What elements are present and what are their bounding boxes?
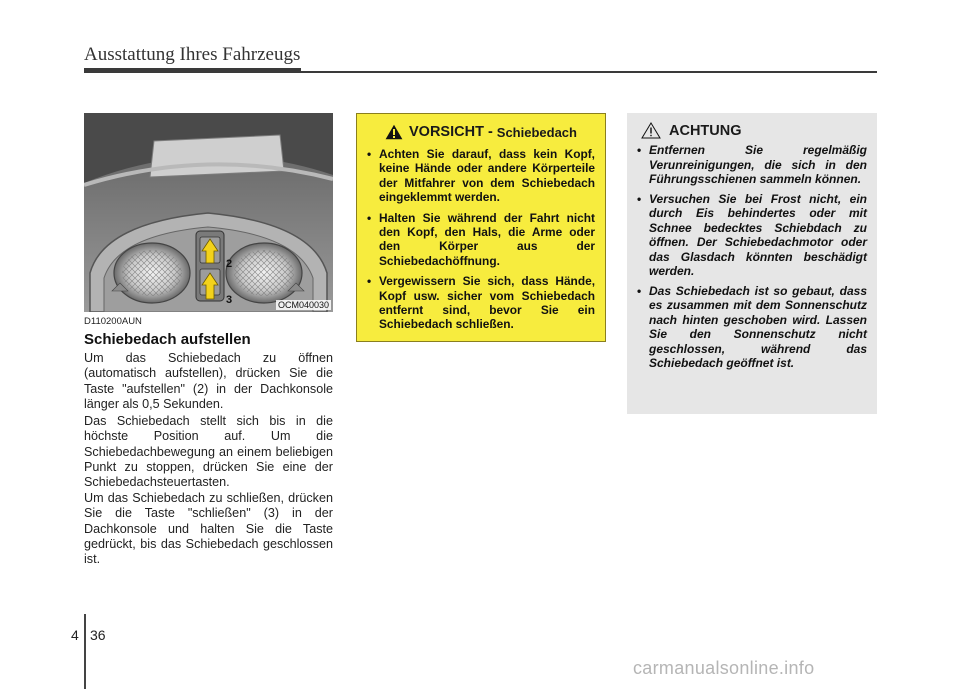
console-illustration	[84, 113, 333, 312]
body-paragraph: Das Schiebedach stellt sich bis in die höchste Position auf. Um die Schiebedachbewegung an einem beliebigen Punkt zu stoppen, drücken Sie eine der Schiebedachsteuertasten.	[84, 414, 333, 490]
watermark: carmanualsonline.info	[633, 658, 815, 678]
warning-item: • Halten Sie während der Fahrt nicht den Kopf, den Hals, die Arme oder den Körper aus der Schiebedachöffnung.	[367, 211, 595, 269]
warning-item: • Vergewissern Sie sich, dass Hände, Kopf usw. sicher vom Schiebedach entfernt sind, bevor Sie ein Schiebedach schließen.	[367, 274, 595, 332]
caution-triangle-icon	[641, 122, 661, 139]
caution-list	[637, 143, 867, 371]
caution-item: • Versuchen Sie bei Frost nicht, ein durch Eis behindertes oder mit Schnee bedecktes Schiebdach zu öffnen. Der Schiebedachmotor oder das Glasdach könnten beschädigt werden.	[637, 192, 867, 279]
callout-2: 2	[226, 258, 233, 270]
warning-header	[367, 124, 595, 140]
section-code: D110200AUN	[84, 316, 142, 327]
warning-item: • Achten Sie darauf, dass kein Kopf, keine Hände oder andere Körperteile der Mitfahrer von dem Schiebedach eingeklemmt werden.	[367, 147, 595, 205]
header-rule	[84, 71, 877, 73]
body-paragraph: Um das Schiebedach zu schließen, drücken Sie die Taste "schließen" (3) in der Dachkonsole und halten Sie die Taste gedrückt, bis das Schiebedach geschlossen ist.	[84, 491, 333, 567]
warning-word: VORSICHT -	[409, 124, 493, 140]
chapter-number: 4	[71, 627, 79, 643]
caution-item: • Entfernen Sie regelmäßig Verunreinigungen, die sich in den Führungsschienen sammeln können.	[637, 143, 867, 187]
photo-code: OCM040030	[277, 300, 329, 310]
body-paragraph: Um das Schiebedach zu öffnen (automatisch aufstellen), drücken Sie die Taste "aufstellen" (2) in der Dachkonsole länger als 0,5 Sekunden.	[84, 351, 333, 411]
caution-item: • Das Schiebedach ist so gebaut, dass es zusammen mit dem Sonnenschutz nach hinten geschoben wird. Lassen Sie den Sonnenschutz nicht geschlossen, während das Schiebedach geöffnet ist.	[637, 284, 867, 371]
warning-subject: Schiebedach	[496, 124, 577, 140]
warning-list	[367, 147, 595, 332]
section-title: Schiebedach aufstellen	[84, 331, 251, 348]
callout-3: 3	[226, 294, 233, 306]
warning-box	[356, 113, 606, 342]
footer-rule	[84, 614, 86, 689]
overhead-console-photo	[84, 113, 333, 312]
page-header-title: Ausstattung Ihres Fahrzeugs	[84, 44, 301, 65]
caution-header	[641, 122, 867, 139]
caution-box	[627, 113, 877, 414]
caution-word: ACHTUNG	[669, 122, 742, 139]
warning-triangle-icon	[385, 124, 403, 140]
page-number: 36	[90, 627, 106, 643]
